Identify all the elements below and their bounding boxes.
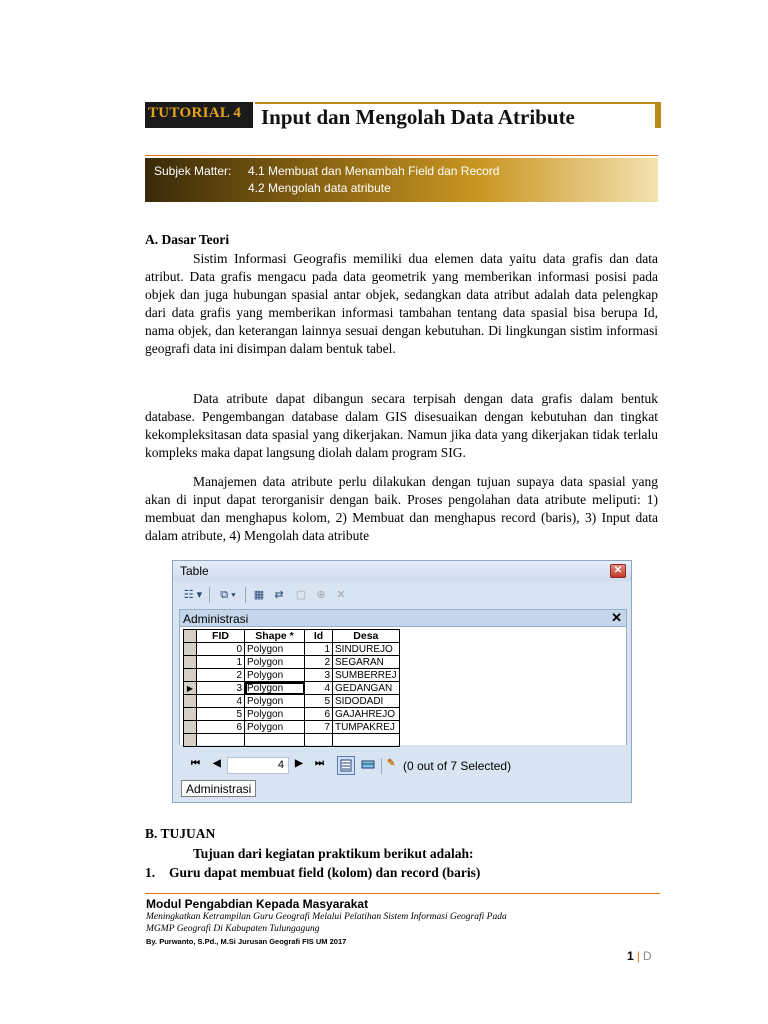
toolbar-separator [209, 587, 210, 603]
page-number [627, 949, 651, 963]
cell-id[interactable]: 2 [305, 656, 333, 669]
header-divider [145, 155, 658, 156]
cell-desa[interactable]: SEGARAN [333, 656, 400, 669]
record-navigation-bar [179, 755, 627, 777]
table-row-current[interactable] [184, 682, 400, 695]
table-header-row [184, 630, 400, 643]
cell-fid[interactable]: 6 [197, 721, 245, 734]
subject-box [145, 158, 658, 202]
cell-id[interactable]: 6 [305, 708, 333, 721]
cell-empty[interactable] [245, 734, 305, 747]
column-header-fid[interactable]: FID [197, 630, 245, 643]
toolbar-separator [381, 758, 382, 774]
objective-item-1: Guru dapat membuat field (kolom) dan record (baris) [169, 865, 481, 880]
paragraph-1: Sistim Informasi Geografis memiliki dua elemen data yaitu data grafis dan data atribut. Data grafis mengacu pada data geometrik yang memberikan informasi posisi pada objek dan juga hubungan spasial antar objek, sedangkan data atribut adalah data pelengkap dari data grafis yang memberikan informasi tambahan tentang data spasial bisa berupa Id, nama objek, dan keterangan lainnya sesuai dengan kebutuhan. Di lingkungan sistim informasi geografi data ini disimpan dalam bentuk tabel. [145, 251, 658, 356]
page-title: Input dan Mengolah Data Atribute [261, 105, 575, 129]
table-row[interactable] [184, 669, 400, 682]
page-number-value: 1 [627, 949, 634, 963]
layer-name: Administrasi [183, 612, 249, 626]
row-selector[interactable] [184, 695, 197, 708]
cell-fid[interactable]: 3 [197, 682, 245, 695]
switch-selection-icon[interactable]: ⇄ [274, 589, 284, 601]
last-record-icon[interactable]: ⏭ [315, 758, 324, 769]
first-record-icon[interactable]: ⏮ [191, 758, 200, 769]
next-record-icon[interactable]: ▶ [295, 758, 303, 769]
paragraph-2: Data atribute dapat dibangun secara terpisah dengan data grafis dalam bentuk database. Pengembangan database dalam GIS disesuaikan dengan kebutuhan dan tingkat kekompleksitasan data spasial yang dikerjakan. Namun jika data yang dikerjakan tidak terlalu kompleks maka dapat langsung diolah dalam program SIG. [145, 391, 658, 460]
subject-label: Subjek Matter: [154, 164, 232, 178]
related-tables-icon[interactable]: ⧉ ▾ [220, 589, 236, 601]
cell-desa[interactable]: GAJAHREJO [333, 708, 400, 721]
section-a-heading: A. Dasar Teori [145, 232, 230, 247]
cell-desa[interactable]: GEDANGAN [333, 682, 400, 695]
row-selector[interactable] [184, 656, 197, 669]
cell-fid[interactable]: 4 [197, 695, 245, 708]
footer-author: By. Purwanto, S.Pd., M.Si Jurusan Geografi FIS UM 2017 [146, 937, 347, 946]
show-all-records-icon[interactable] [337, 756, 355, 775]
cell-shape[interactable]: Polygon [245, 656, 305, 669]
cell-desa[interactable]: SUMBERREJ [333, 669, 400, 682]
cell-id[interactable]: 5 [305, 695, 333, 708]
table-panel-header [179, 609, 627, 627]
column-header-id[interactable]: Id [305, 630, 333, 643]
previous-record-icon[interactable]: ◀ [213, 758, 221, 769]
window-title: Table [180, 564, 209, 578]
objective-number: 1. [145, 865, 156, 880]
cell-shape[interactable]: Polygon [245, 669, 305, 682]
section-b-intro: Tujuan dari kegiatan praktikum berikut adalah: [193, 846, 474, 861]
tutorial-tag: TUTORIAL 4 [145, 102, 253, 128]
current-row-pointer-icon[interactable]: ▶ [184, 682, 197, 695]
attribute-grid-area [179, 627, 627, 745]
panel-close-icon[interactable]: ✕ [611, 610, 622, 625]
pencil-icon: ✎ [387, 758, 396, 769]
table-toolbar [179, 585, 627, 607]
table-row[interactable] [184, 643, 400, 656]
cell-fid[interactable]: 1 [197, 656, 245, 669]
cell-shape-active[interactable]: Polygon [245, 682, 305, 695]
attribute-table [183, 629, 400, 747]
row-selector[interactable] [184, 708, 197, 721]
title-box [255, 102, 661, 128]
subject-item-2: 4.2 Mengolah data atribute [248, 181, 391, 195]
cell-empty[interactable] [305, 734, 333, 747]
table-row-new[interactable] [184, 734, 400, 747]
table-row[interactable] [184, 656, 400, 669]
cell-desa[interactable]: SIDODADI [333, 695, 400, 708]
select-by-attributes-icon[interactable]: ▦ [253, 589, 265, 601]
table-options-icon[interactable]: ☷ ▾ [183, 589, 203, 601]
footer-divider [145, 893, 660, 894]
cell-fid[interactable]: 2 [197, 669, 245, 682]
cell-shape[interactable]: Polygon [245, 695, 305, 708]
table-window [172, 560, 632, 803]
show-selected-records-icon[interactable] [359, 756, 377, 775]
subject-item-1: 4.1 Membuat dan Menambah Field dan Record [248, 164, 500, 178]
table-row[interactable] [184, 708, 400, 721]
page-number-separator: | [636, 949, 640, 963]
table-row[interactable] [184, 695, 400, 708]
paragraph-3: Manajemen data atribute perlu dilakukan dengan tujuan supaya data spasial yang akan di input dapat terorganisir dengan baik. Proses pengolahan data atribute meliputi: 1) membuat dan menghapus kolom, 2) Membuat dan menghapus record (baris), 3) Input data dalam atribute, 4) Mengolah data atribute [145, 474, 658, 543]
cell-id[interactable]: 7 [305, 721, 333, 734]
window-close-icon[interactable]: ✕ [610, 564, 626, 578]
row-selector[interactable] [184, 734, 197, 747]
footer-title: Modul Pengabdian Kepada Masyarakat [146, 897, 369, 911]
cell-shape[interactable]: Polygon [245, 643, 305, 656]
cell-empty[interactable] [197, 734, 245, 747]
footer-subtitle-2: MGMP Geografi Di Kabupaten Tulungagung [146, 924, 320, 934]
table-tab-administrasi[interactable]: Administrasi [181, 780, 256, 797]
cell-fid[interactable]: 5 [197, 708, 245, 721]
zoom-to-selected-icon[interactable]: ⊕ [316, 589, 326, 601]
footer-subtitle-1: Meningkatkan Ketrampilan Guru Geografi Melalui Pelatihan Sistem Informasi Geografi Pada [146, 912, 507, 922]
record-number-input[interactable]: 4 [227, 757, 289, 774]
cell-shape[interactable]: Polygon [245, 708, 305, 721]
column-header-desa[interactable]: Desa [333, 630, 400, 643]
cell-desa[interactable]: TUMPAKREJ [333, 721, 400, 734]
cell-empty[interactable] [333, 734, 400, 747]
cell-fid[interactable]: 0 [197, 643, 245, 656]
column-header-shape[interactable]: Shape * [245, 630, 305, 643]
row-selector[interactable] [184, 643, 197, 656]
toolbar-separator [245, 587, 246, 603]
cell-id[interactable]: 1 [305, 643, 333, 656]
cell-id[interactable]: 4 [305, 682, 333, 695]
cell-id[interactable]: 3 [305, 669, 333, 682]
section-b-heading: B. TUJUAN [145, 826, 216, 841]
selection-status: (0 out of 7 Selected) [403, 759, 512, 773]
header-banner [145, 102, 661, 128]
cell-shape[interactable]: Polygon [245, 721, 305, 734]
row-selector[interactable] [184, 721, 197, 734]
cell-desa[interactable]: SINDUREJO [333, 643, 400, 656]
row-selector[interactable] [184, 669, 197, 682]
page-number-suffix: D [642, 949, 652, 963]
clear-selection-icon[interactable]: ▢ [295, 589, 307, 601]
row-selector-header[interactable] [184, 630, 197, 643]
window-titlebar [173, 561, 631, 581]
delete-selected-icon[interactable]: ✕ [336, 589, 346, 601]
table-row[interactable] [184, 721, 400, 734]
